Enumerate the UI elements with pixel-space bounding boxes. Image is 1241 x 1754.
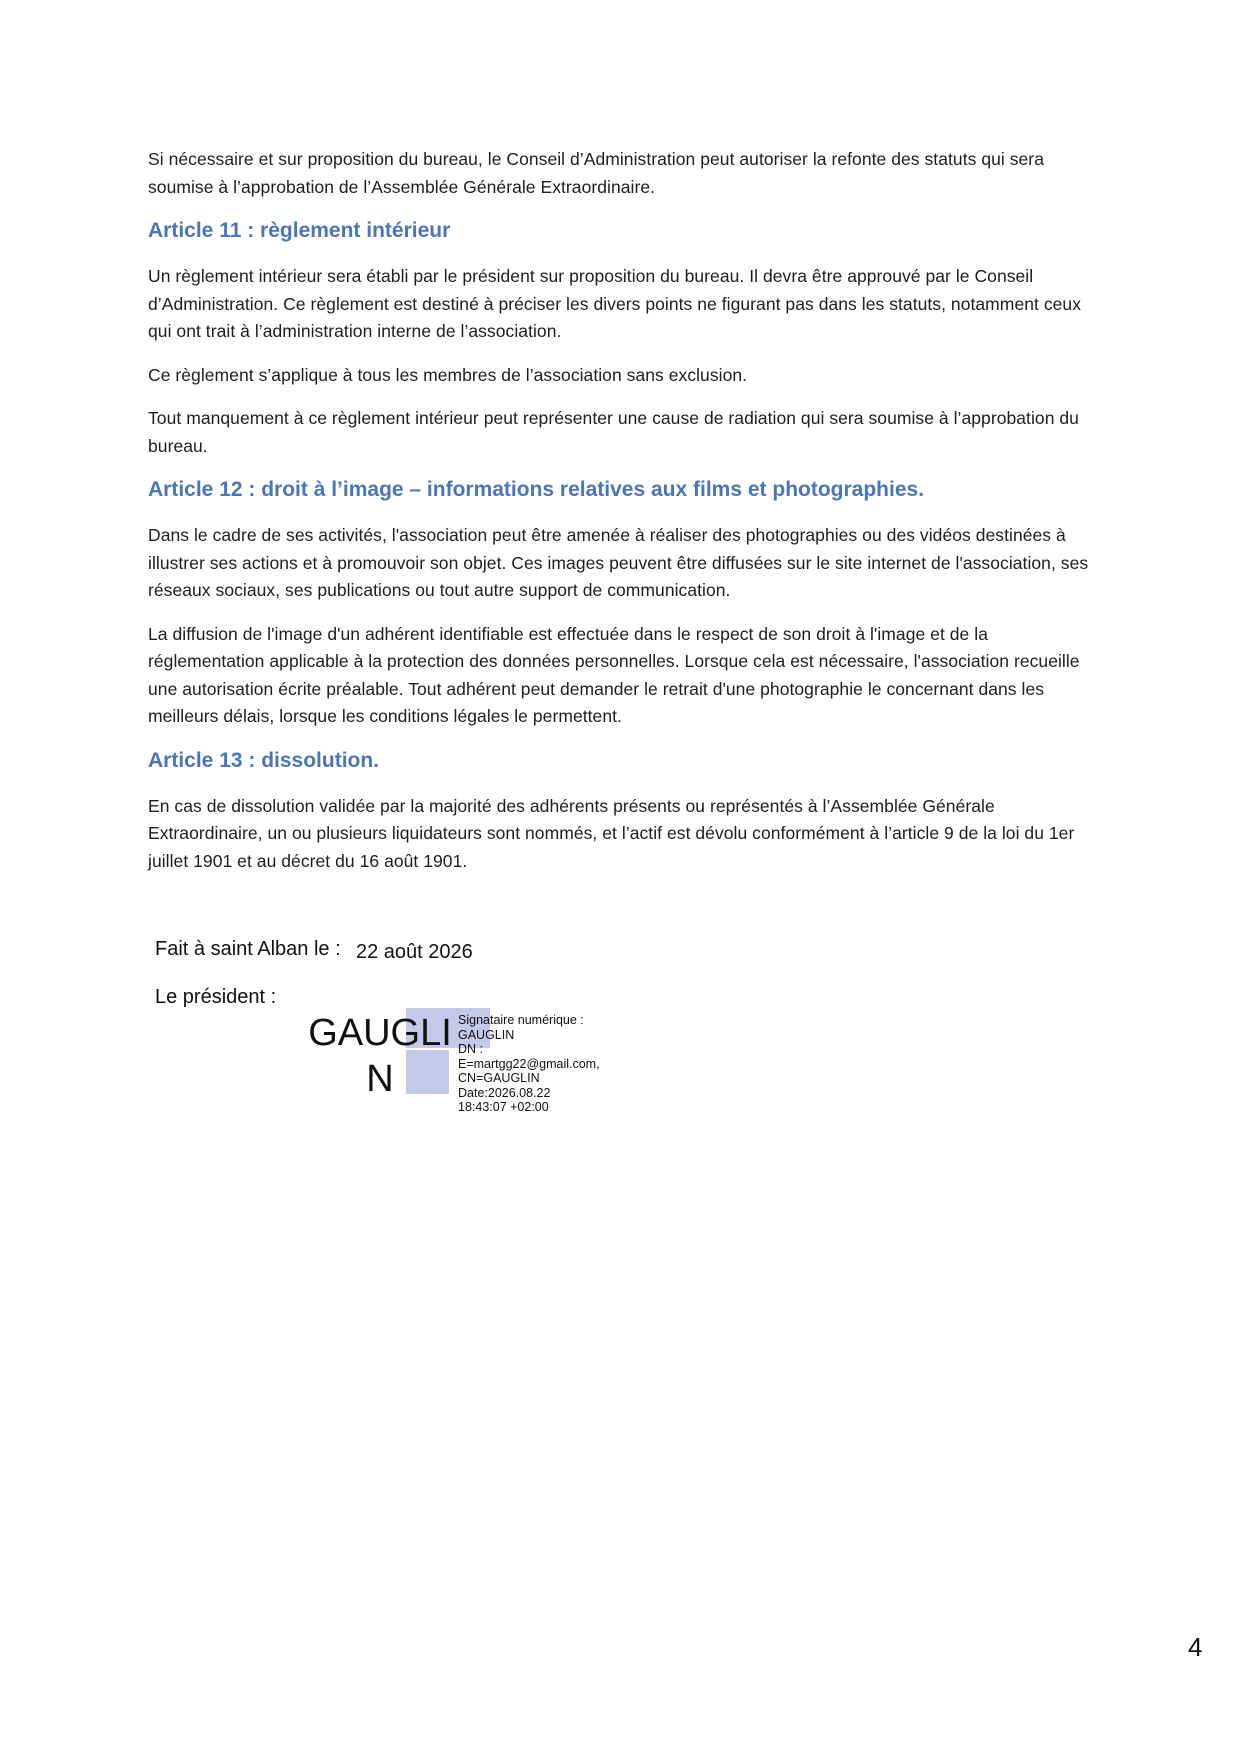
article-12-heading: Article 12 : droit à l’image – informations relatives aux films et photographies. <box>148 478 925 501</box>
article-12-paragraph-2: La diffusion de l'image d'un adhérent identifiable est effectuée dans le respect de son droit à l'image et de la réglementation applicable à la protection des données personnelles. Lorsque cela est nécessaire, l'association recueille une autorisation écrite préalable. Tout adhérent peut demander le retrait d'une photographie le concernant dans les meilleurs délais, lorsque les conditions légales le permettent. <box>148 623 1080 726</box>
article-13-paragraph-1: En cas de dissolution validée par la majorité des adhérents présents ou représentés à l’Assemblée Générale Extraordinaire, un ou plusieurs liquidateurs sont nommés, et l’actif est dévolu conformément à l’article 9 de la loi du 1er juillet 1901 et au décret du 16 août 1901. <box>148 795 1075 871</box>
intro-paragraph: Si nécessaire et sur proposition du bureau, le Conseil d’Administration peut autoriser la refonte des statuts qui sera soumise à l’approbation de l’Assemblée Générale Extraordinaire. <box>148 149 1044 197</box>
signature-area <box>155 938 755 1118</box>
digital-signature[interactable] <box>305 1008 615 1114</box>
article-13-heading: Article 13 : dissolution. <box>148 748 380 772</box>
place-date-label: Fait à saint Alban le : <box>155 938 341 960</box>
article-12-paragraph-1: Dans le cadre de ses activités, l'association peut être amenée à réaliser des photographies ou des vidéos destinées à illustrer ses actions et à promouvoir son objet. Ces images peuvent être diffusées sur le site internet de l'association, ses réseaux sociaux, ses publications ou tout autre support de communication. <box>148 525 1089 600</box>
signature-details: Signataire numérique : GAUGLIN DN : E=martgg22@gmail.com, CN=GAUGLIN Date:2026.08.22 18:43:07 +02:00 <box>458 1013 600 1114</box>
article-11-paragraph-1: Un règlement intérieur sera établi par le président sur proposition du bureau. Il devra être approuvé par le Conseil d’Administration. Ce règlement est destiné à préciser les divers points ne figurant pas dans les statuts, notamment ceux qui ont trait à l’administration interne de l’association. <box>148 266 1081 341</box>
article-11-paragraph-3: Tout manquement à ce règlement intérieur peut représenter une cause de radiation qui sera soumise à l’approbation du bureau. <box>148 408 1079 456</box>
article-11-paragraph-2: Ce règlement s’applique à tous les membres de l’association sans exclusion. <box>148 364 748 385</box>
document-body <box>148 146 1098 891</box>
signature-date: 22 août 2026 <box>356 941 473 963</box>
president-label: Le président : <box>155 986 277 1008</box>
article-11-heading: Article 11 : règlement intérieur <box>148 219 451 242</box>
signer-name: GAUGLIN <box>308 1012 452 1100</box>
page-number: 4 <box>1188 1632 1203 1662</box>
